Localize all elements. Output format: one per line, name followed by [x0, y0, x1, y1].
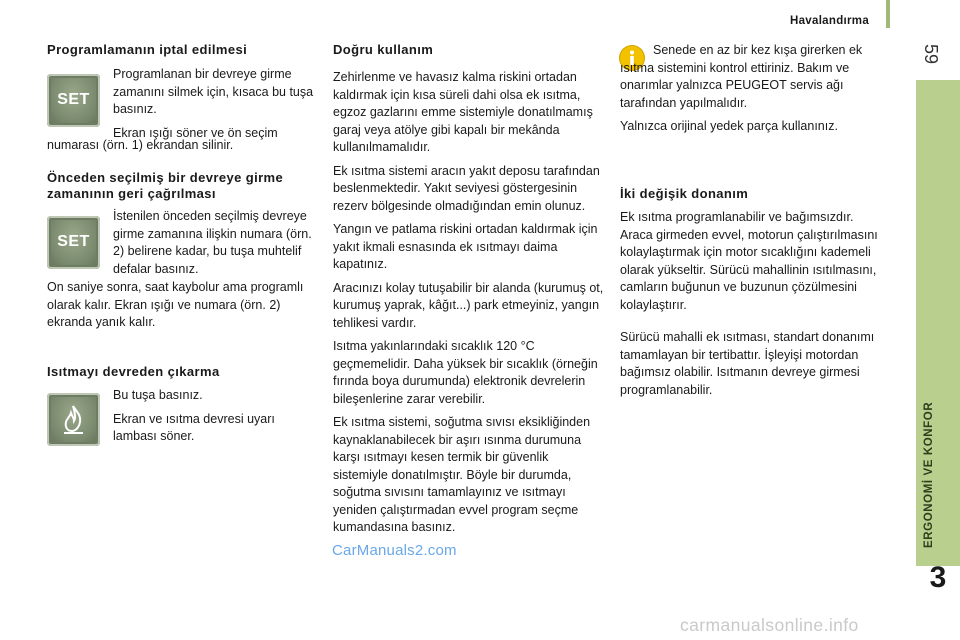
- left-column: [47, 42, 317, 58]
- watermark-text: carmanualsonline.info: [680, 615, 859, 635]
- proper-use-heading: Doğru kullanım: [333, 42, 434, 57]
- proper-use-paragraph: Isıtma yakınlarındaki sıcaklık 120 °C geçmemelidir. Daha yüksek bir sıcaklık (örneğin fırında boya durumunda) elektronik devrelerin bileşenlerine zarar verebilir.: [333, 339, 598, 406]
- cancel-heading: Programlamanın iptal edilmesi: [47, 42, 248, 57]
- set-label: SET: [57, 91, 90, 108]
- set-button-recall[interactable]: [47, 216, 100, 269]
- heater-button[interactable]: [47, 393, 100, 446]
- info-note: Senede en az bir kez kışa girerken ek ısıtma sistemini kontrol ettiriniz. Bakım ve onarımlar yalnızca PEUGEOT servis ağı tarafından yapılmalıdır.: [620, 43, 863, 110]
- recall-heading-line1: Önceden seçilmiş bir devreye girme: [47, 170, 284, 185]
- info-note-2: Yalnızca orijinal yedek parça kullanınız.: [620, 119, 838, 133]
- proper-use-paragraph: Zehirlenme ve havasız kalma riskini ortadan kaldırmak için kısa süreli dahi olsa ek ısıtma, egzoz gazlarını emme sistemiyle donatılmamış garaj veya atölye gibi kapalı bir mekânda kullanılmamalıdır.: [333, 70, 593, 154]
- header-divider: [886, 0, 890, 28]
- recall-text-2: On saniye sonra, saat kaybolur ama programlı olarak kalır. Ekran ışığı ve numara (örn. 2) ekranda yanık kalır.: [47, 280, 304, 329]
- middle-column: [333, 42, 605, 543]
- recall-text-1: İstenilen önceden seçilmiş devreye girme zamanına ilişkin numara (örn. 2) belirene kadar, bu tuşa muhtelif defalar basınız.: [113, 209, 312, 276]
- recall-heading-line2: zamanının geri çağrılması: [47, 186, 216, 201]
- set-button-cancel[interactable]: [47, 74, 100, 127]
- cancel-text-2-end: numarası (örn. 1) ekrandan silinir.: [47, 138, 234, 152]
- proper-use-paragraph: Aracınızı kolay tutuşabilir bir alanda (kurumuş ot, kurumuş yaprak, kâğıt...) park etmeyiniz, yangın tehlikesi vardır.: [333, 280, 604, 330]
- chapter-title: ERGONOMİ VE KONFOR: [923, 401, 935, 548]
- disable-heading: Isıtmayı devreden çıkarma: [47, 364, 220, 379]
- cancel-text-1: Programlanan bir devreye girme zamanını silmek için, kısaca bu tuşa basınız.: [113, 67, 314, 116]
- carmanuals-link[interactable]: CarManuals2.com: [332, 542, 457, 559]
- proper-use-paragraph: Yangın ve patlama riskini ortadan kaldırmak için yakıt ikmali esnasında ek ısıtmayı daima kapatınız.: [333, 222, 598, 271]
- set-label: SET: [57, 233, 90, 250]
- disable-text-2: Ekran ve ısıtma devresi uyarı lambası söner.: [113, 411, 275, 443]
- right-column: [620, 42, 888, 142]
- dual-heading: İki değişik donanım: [620, 186, 749, 201]
- proper-use-paragraph: Ek ısıtma sistemi aracın yakıt deposu tarafından beslenmektedir. Yakıt seviyesi göstergesinin rezerv bölgesinde olmadığından emin olunuz.: [333, 163, 600, 213]
- proper-use-paragraph: Ek ısıtma sistemi, soğutma sıvısı eksikliğinden kaynaklanabilecek bir aşırı ısınma durumuna karşı ısıtmayı kesen termik bir güvenlik sistemiyle donatılmıştır. Böyle bir durumda, soğutma sıvısını tamamlayınız ve ısıtmayı yeniden çalıştırmadan evvel program seçme kumandasına basınız.: [333, 415, 591, 534]
- disable-text-1: Bu tuşa basınız.: [113, 388, 203, 402]
- dual-text-2: Sürücü mahalli ek ısıtması, standart donanımı tamamlayan bir tertibattır. İşleyişi motordan bağımsız olabilir. Isıtmanın devreye girmesi programlanabilir.: [620, 330, 875, 397]
- dual-text-1: Ek ısıtma programlanabilir ve bağımsızdır. Araca girmeden evvel, motorun çalıştırılmasını kolaylaştırmak için motor sıcaklığını kademeli olarak yükseltir. Sürücü mahallinin ısıtılmasını, camların buğunun ve buzunun çözülmesini kolaylaştırır.: [620, 210, 878, 312]
- heater-flame-icon: [61, 404, 86, 435]
- page-number: 59: [921, 44, 941, 65]
- chapter-number: 3: [929, 561, 947, 594]
- header-title: Havalandırma: [790, 15, 870, 27]
- cancel-text-2-start: Ekran ışığı söner ve ön seçim: [113, 125, 278, 140]
